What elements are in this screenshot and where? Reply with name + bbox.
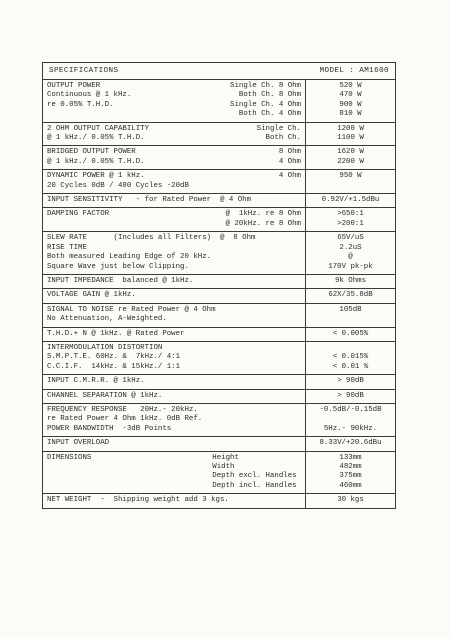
spec-row-intermodulation xyxy=(43,342,395,375)
spec-label-cell xyxy=(43,390,306,403)
spec-row-bridged-output xyxy=(43,146,395,170)
spec-label-line xyxy=(47,182,301,191)
spec-label-text: No Attenuation, A-Weighted. xyxy=(47,315,167,324)
spec-label-line xyxy=(47,463,301,472)
spec-row-thd-n xyxy=(43,328,395,342)
spec-value: < 0.015% xyxy=(332,353,369,362)
spec-value: > 90dB xyxy=(337,377,364,386)
spec-value-cell xyxy=(306,232,395,274)
spec-label-text: 20 Cycles 0dB / 480 Cycles -20dB xyxy=(47,181,189,190)
spec-label-line xyxy=(47,172,301,181)
spec-label-line xyxy=(47,406,301,415)
spec-label-cell xyxy=(43,304,306,327)
spec-label-text: Both measured Leading Edge of 20 kHz. xyxy=(47,253,212,262)
spec-row-input-overload xyxy=(43,437,395,451)
spec-value-cell xyxy=(306,304,395,327)
spec-value: 2.2uS xyxy=(339,243,362,252)
spec-row-input-cmrr xyxy=(43,375,395,389)
spec-label-text: DAMPING FACTOR xyxy=(47,210,110,219)
spec-label-cell xyxy=(43,375,306,388)
spec-label-text: OUTPUT POWER xyxy=(47,82,101,90)
spec-label-line xyxy=(47,454,301,463)
spec-condition-text: Single Ch. 8 Ohm xyxy=(230,82,301,90)
spec-label-line xyxy=(47,439,301,448)
spec-label-cell xyxy=(43,437,306,450)
spec-value xyxy=(308,415,393,424)
spec-label-line xyxy=(47,125,301,134)
spec-value: -0.5dB/-0.15dB xyxy=(319,405,382,414)
table-title: SPECIFICATIONS xyxy=(49,67,119,75)
spec-row-slew-rate xyxy=(43,232,395,275)
spec-value-cell xyxy=(306,275,395,288)
spec-label-cell xyxy=(43,123,306,146)
spec-label-text: SLEW RATE (Includes all Filters) @ 8 Ohm xyxy=(47,234,256,243)
spec-label-line xyxy=(47,244,301,253)
spec-value: 810 W xyxy=(339,110,362,119)
spec-value: 520 W xyxy=(339,82,362,90)
spec-value: < 0.01 % xyxy=(332,362,369,371)
spec-label-text: NET WEIGHT - Shipping weight add 3 kgs. xyxy=(47,496,229,505)
spec-row-output-power xyxy=(43,80,395,123)
spec-value: 950 W xyxy=(339,172,362,181)
spec-condition-text: Width xyxy=(212,463,301,471)
spec-row-damping-factor xyxy=(43,208,395,232)
spec-value: 1200 W xyxy=(337,124,364,133)
spec-condition-text: Both Ch. 4 Ohm xyxy=(238,110,301,119)
spec-label-text: INTERMODULATION DISTORTION xyxy=(47,343,163,352)
spec-value: 30 kgs xyxy=(337,496,364,505)
spec-value-cell xyxy=(306,328,395,341)
spec-label-cell xyxy=(43,194,306,207)
spec-label-line xyxy=(47,253,301,262)
model-label: MODEL : AM1600 xyxy=(319,67,389,75)
spec-label-text: VOLTAGE GAIN @ 1kHz. xyxy=(47,291,136,300)
spec-value-cell xyxy=(306,494,395,507)
spec-value: 105dB xyxy=(339,305,362,314)
spec-row-dimensions xyxy=(43,452,395,495)
spec-value: @ xyxy=(348,253,353,262)
spec-label-line xyxy=(47,210,301,219)
spec-label-cell xyxy=(43,328,306,341)
spec-label-text: re Rated Power 4 Ohm 1kHz. 0dB Ref. xyxy=(47,415,203,424)
spec-label-line xyxy=(47,496,301,505)
table-header xyxy=(43,63,395,80)
spec-label-text: INPUT OVERLOAD xyxy=(47,439,110,448)
spec-value: < 0.005% xyxy=(332,329,369,338)
spec-label-line xyxy=(47,330,301,339)
spec-value: 8.33V/+20.6dBu xyxy=(319,439,382,448)
spec-label-cell xyxy=(43,494,306,507)
spec-value: > 90dB xyxy=(337,391,364,400)
spec-value: 170V pk-pk xyxy=(328,262,373,271)
spec-label-text: RISE TIME xyxy=(47,243,87,252)
spec-row-voltage-gain xyxy=(43,289,395,303)
spec-value: >650:1 xyxy=(337,210,364,219)
spec-value: 1100 W xyxy=(337,134,364,143)
spec-value: 460mm xyxy=(339,481,362,490)
spec-value: >200:1 xyxy=(337,219,364,228)
spec-label-line xyxy=(47,306,301,315)
spec-label-cell xyxy=(43,404,306,436)
spec-value: 375mm xyxy=(339,472,362,481)
spec-label-cell xyxy=(43,232,306,274)
spec-rows xyxy=(43,80,395,508)
spec-label-cell xyxy=(43,146,306,169)
spec-label-line xyxy=(47,363,301,372)
spec-label-line xyxy=(47,344,301,353)
spec-condition-text: Depth incl. Handles xyxy=(212,481,301,490)
spec-condition-text: Height xyxy=(212,453,301,462)
spec-label-line xyxy=(47,425,301,434)
spec-value: 9k Ohms xyxy=(334,276,367,285)
spec-value-cell xyxy=(306,390,395,403)
spec-condition-text: 4 Ohm xyxy=(278,172,301,181)
spec-label-text: Continuous @ 1 kHz. xyxy=(47,91,132,100)
spec-label-text: C.C.I.F. 14kHz. & 15kHz./ 1:1 xyxy=(47,362,181,371)
spec-row-channel-separation xyxy=(43,390,395,404)
spec-label-line xyxy=(47,234,301,243)
spec-label-text: T.H.D.+ N @ 1kHz. @ Rated Power xyxy=(47,329,185,338)
spec-label-text: DYNAMIC POWER @ 1 kHz. xyxy=(47,172,145,181)
spec-label-line xyxy=(47,291,301,300)
spec-label-line xyxy=(47,263,301,272)
spec-label-text: DIMENSIONS xyxy=(47,453,92,462)
spec-value: 62X/35.8dB xyxy=(328,291,373,300)
spec-condition-text: 8 Ohm xyxy=(278,148,301,157)
spec-label-cell xyxy=(43,342,306,374)
spec-label-text: S.M.P.T.E. 60Hz. & 7kHz./ 4:1 xyxy=(47,353,181,362)
spec-label-line xyxy=(47,91,301,100)
spec-label-text: Square Wave just below Clipping. xyxy=(47,262,189,271)
spec-label-line xyxy=(47,158,301,167)
spec-value-cell xyxy=(306,170,395,193)
spec-value: 65V/uS xyxy=(337,234,364,243)
spec-condition-text: Both Ch. 8 Ohm xyxy=(238,91,301,100)
spec-value-cell xyxy=(306,80,395,122)
spec-row-signal-to-noise xyxy=(43,304,395,328)
spec-value: 900 W xyxy=(339,100,362,109)
spec-label-text: CHANNEL SEPARATION @ 1kHz. xyxy=(47,391,163,400)
spec-condition-text: Single Ch. xyxy=(256,124,301,133)
spec-condition-text: @ 1kHz. re 8 Ohm xyxy=(225,210,301,219)
spec-value-cell xyxy=(306,437,395,450)
spec-value-cell xyxy=(306,404,395,436)
spec-row-input-sensitivity xyxy=(43,194,395,208)
spec-row-frequency-response xyxy=(43,404,395,437)
spec-label-cell xyxy=(43,452,306,494)
spec-value-cell xyxy=(306,375,395,388)
spec-value: 482mm xyxy=(339,463,362,471)
spec-label-line xyxy=(47,148,301,157)
spec-label-text: 2 OHM OUTPUT CAPABILITY xyxy=(47,124,150,133)
spec-label-cell xyxy=(43,208,306,231)
spec-condition-text: 4 Ohm xyxy=(278,157,301,166)
spec-label-line xyxy=(47,353,301,362)
spec-value-cell xyxy=(306,452,395,494)
spec-row-two-ohm-output xyxy=(43,123,395,147)
spec-label-line xyxy=(47,482,301,491)
spec-value-cell xyxy=(306,289,395,302)
spec-value-cell xyxy=(306,208,395,231)
spec-condition-text: @ 20kHz. re 8 Ohm xyxy=(225,219,301,228)
spec-label-line xyxy=(47,415,301,424)
spec-value-cell xyxy=(306,194,395,207)
spec-label-line xyxy=(47,472,301,481)
spec-label-line xyxy=(47,134,301,143)
spec-condition-text: Depth excl. Handles xyxy=(212,472,301,481)
spec-value: 470 W xyxy=(339,91,362,100)
spec-label-line xyxy=(47,377,301,386)
spec-value: 133mm xyxy=(339,453,362,462)
spec-label-cell xyxy=(43,80,306,122)
spec-label-text: @ 1 kHz./ 0.05% T.H.D. xyxy=(47,134,145,143)
spec-label-line xyxy=(47,110,301,119)
spec-label-line xyxy=(47,82,301,91)
spec-label-text: INPUT SENSITIVITY - for Rated Power @ 4 Ohm xyxy=(47,196,252,205)
spec-label-text: SIGNAL TO NOISE re Rated Power @ 4 Ohm xyxy=(47,305,216,314)
spec-condition-text: Single Ch. 4 Ohm xyxy=(230,100,301,109)
spec-value: 0.92V/+1.5dBu xyxy=(321,196,380,205)
spec-label-text: INPUT C.M.R.R. @ 1kHz. xyxy=(47,377,145,386)
spec-label-text: INPUT IMPEDANCE balanced @ 1kHz. xyxy=(47,276,194,285)
spec-label-line xyxy=(47,101,301,110)
spec-row-dynamic-power xyxy=(43,170,395,194)
spec-value-cell xyxy=(306,123,395,146)
spec-value xyxy=(308,344,393,353)
spec-label-cell xyxy=(43,289,306,302)
spec-label-line xyxy=(47,392,301,401)
spec-label-line xyxy=(47,220,301,229)
spec-value-cell xyxy=(306,342,395,374)
spec-label-text: POWER BANDWIDTH -3dB Points xyxy=(47,424,172,433)
spec-value-cell xyxy=(306,146,395,169)
spec-label-line xyxy=(47,277,301,286)
spec-value: 5Hz.- 90kHz. xyxy=(323,424,378,433)
spec-value: 2200 W xyxy=(337,157,364,166)
specifications-table xyxy=(42,62,396,509)
spec-label-text: re 0.05% T.H.D. xyxy=(47,100,114,109)
spec-label-line xyxy=(47,196,301,205)
spec-condition-text: Both Ch. xyxy=(265,134,301,143)
spec-label-text: FREQUENCY RESPONSE 20Hz.- 20kHz. xyxy=(47,405,198,414)
spec-row-input-impedance xyxy=(43,275,395,289)
spec-label-line xyxy=(47,315,301,324)
spec-value: 1620 W xyxy=(337,148,364,157)
spec-label-cell xyxy=(43,170,306,193)
spec-label-text: @ 1 kHz./ 0.05% T.H.D. xyxy=(47,157,145,166)
spec-label-text: BRIDGED OUTPUT POWER xyxy=(47,148,136,157)
spec-label-cell xyxy=(43,275,306,288)
spec-row-net-weight xyxy=(43,494,395,507)
